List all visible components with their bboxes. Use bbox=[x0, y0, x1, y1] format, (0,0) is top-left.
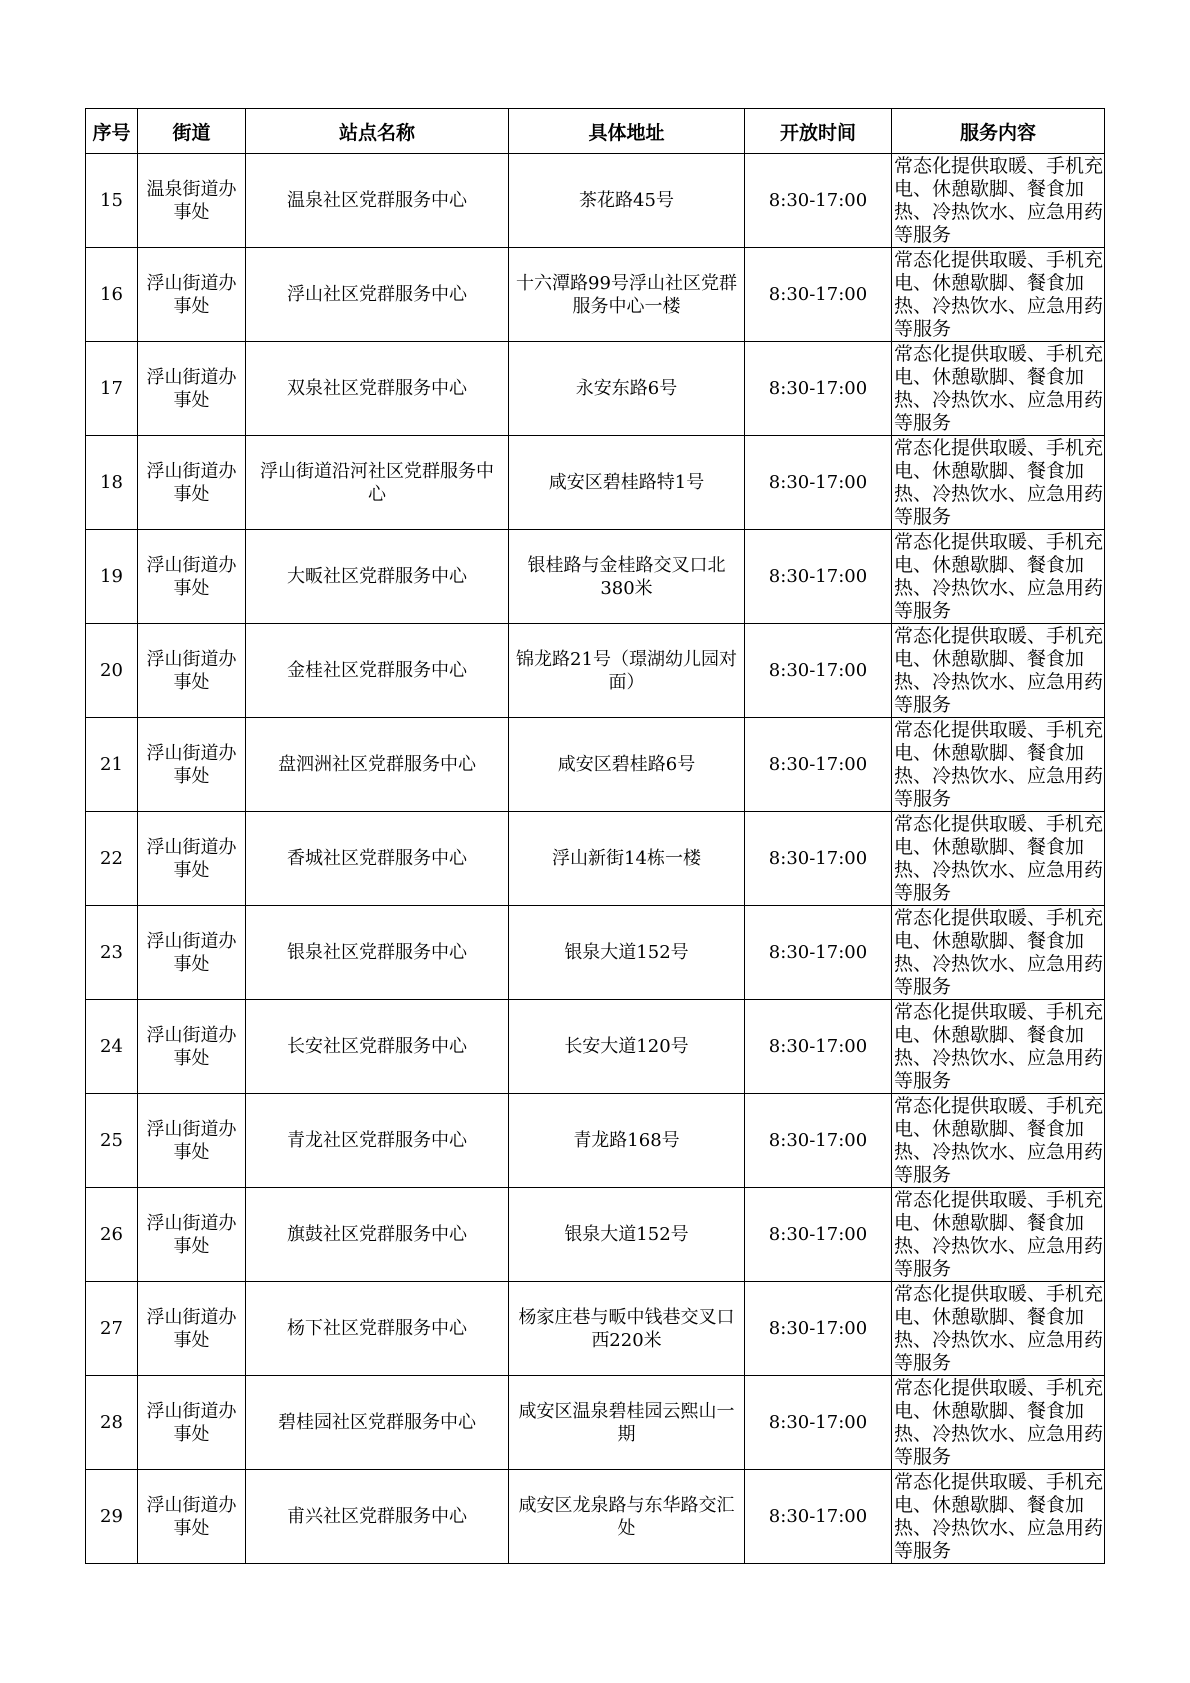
cell-station-name: 盘泗洲社区党群服务中心 bbox=[246, 718, 509, 812]
table-header-row bbox=[86, 109, 1105, 154]
cell-service: 常态化提供取暖、手机充电、休憩歇脚、餐食加热、冷热饮水、应急用药等服务 bbox=[892, 1188, 1105, 1282]
cell-station-name: 双泉社区党群服务中心 bbox=[246, 342, 509, 436]
cell-street: 浮山街道办事处 bbox=[138, 248, 246, 342]
cell-address: 咸安区温泉碧桂园云熙山一期 bbox=[509, 1376, 745, 1470]
cell-hours: 8:30-17:00 bbox=[745, 718, 892, 812]
cell-station-name: 杨下社区党群服务中心 bbox=[246, 1282, 509, 1376]
cell-service: 常态化提供取暖、手机充电、休憩歇脚、餐食加热、冷热饮水、应急用药等服务 bbox=[892, 154, 1105, 248]
cell-service: 常态化提供取暖、手机充电、休憩歇脚、餐食加热、冷热饮水、应急用药等服务 bbox=[892, 1376, 1105, 1470]
cell-address: 锦龙路21号（璟湖幼儿园对面） bbox=[509, 624, 745, 718]
cell-address: 银泉大道152号 bbox=[509, 1188, 745, 1282]
cell-hours: 8:30-17:00 bbox=[745, 1094, 892, 1188]
cell-station-name: 香城社区党群服务中心 bbox=[246, 812, 509, 906]
cell-station-name: 甫兴社区党群服务中心 bbox=[246, 1470, 509, 1564]
cell-street: 浮山街道办事处 bbox=[138, 1376, 246, 1470]
cell-service: 常态化提供取暖、手机充电、休憩歇脚、餐食加热、冷热饮水、应急用药等服务 bbox=[892, 812, 1105, 906]
table-body bbox=[86, 154, 1105, 1564]
cell-hours: 8:30-17:00 bbox=[745, 624, 892, 718]
cell-service: 常态化提供取暖、手机充电、休憩歇脚、餐食加热、冷热饮水、应急用药等服务 bbox=[892, 1000, 1105, 1094]
cell-station-name: 旗鼓社区党群服务中心 bbox=[246, 1188, 509, 1282]
cell-street: 浮山街道办事处 bbox=[138, 718, 246, 812]
cell-address: 银泉大道152号 bbox=[509, 906, 745, 1000]
cell-station-name: 金桂社区党群服务中心 bbox=[246, 624, 509, 718]
cell-station-name: 大畈社区党群服务中心 bbox=[246, 530, 509, 624]
cell-hours: 8:30-17:00 bbox=[745, 1188, 892, 1282]
table-row bbox=[86, 1000, 1105, 1094]
cell-street: 浮山街道办事处 bbox=[138, 530, 246, 624]
cell-hours: 8:30-17:00 bbox=[745, 812, 892, 906]
cell-street: 浮山街道办事处 bbox=[138, 1282, 246, 1376]
cell-street: 浮山街道办事处 bbox=[138, 624, 246, 718]
cell-service: 常态化提供取暖、手机充电、休憩歇脚、餐食加热、冷热饮水、应急用药等服务 bbox=[892, 530, 1105, 624]
cell-no: 21 bbox=[86, 718, 138, 812]
cell-station-name: 青龙社区党群服务中心 bbox=[246, 1094, 509, 1188]
cell-hours: 8:30-17:00 bbox=[745, 436, 892, 530]
cell-no: 23 bbox=[86, 906, 138, 1000]
cell-hours: 8:30-17:00 bbox=[745, 1000, 892, 1094]
header-street: 街道 bbox=[138, 109, 246, 154]
cell-station-name: 银泉社区党群服务中心 bbox=[246, 906, 509, 1000]
cell-no: 19 bbox=[86, 530, 138, 624]
table-row bbox=[86, 718, 1105, 812]
cell-address: 杨家庄巷与畈中钱巷交叉口西220米 bbox=[509, 1282, 745, 1376]
cell-service: 常态化提供取暖、手机充电、休憩歇脚、餐食加热、冷热饮水、应急用药等服务 bbox=[892, 624, 1105, 718]
table-row bbox=[86, 248, 1105, 342]
cell-service: 常态化提供取暖、手机充电、休憩歇脚、餐食加热、冷热饮水、应急用药等服务 bbox=[892, 1470, 1105, 1564]
cell-street: 浮山街道办事处 bbox=[138, 906, 246, 1000]
table-row bbox=[86, 906, 1105, 1000]
table-row bbox=[86, 1376, 1105, 1470]
cell-no: 17 bbox=[86, 342, 138, 436]
cell-no: 25 bbox=[86, 1094, 138, 1188]
cell-address: 咸安区龙泉路与东华路交汇处 bbox=[509, 1470, 745, 1564]
cell-address: 银桂路与金桂路交叉口北380米 bbox=[509, 530, 745, 624]
cell-service: 常态化提供取暖、手机充电、休憩歇脚、餐食加热、冷热饮水、应急用药等服务 bbox=[892, 342, 1105, 436]
cell-street: 温泉街道办事处 bbox=[138, 154, 246, 248]
cell-station-name: 浮山社区党群服务中心 bbox=[246, 248, 509, 342]
cell-street: 浮山街道办事处 bbox=[138, 1000, 246, 1094]
cell-street: 浮山街道办事处 bbox=[138, 342, 246, 436]
table-row bbox=[86, 812, 1105, 906]
cell-service: 常态化提供取暖、手机充电、休憩歇脚、餐食加热、冷热饮水、应急用药等服务 bbox=[892, 1282, 1105, 1376]
cell-service: 常态化提供取暖、手机充电、休憩歇脚、餐食加热、冷热饮水、应急用药等服务 bbox=[892, 906, 1105, 1000]
header-hours: 开放时间 bbox=[745, 109, 892, 154]
cell-no: 15 bbox=[86, 154, 138, 248]
table-row bbox=[86, 436, 1105, 530]
cell-station-name: 碧桂园社区党群服务中心 bbox=[246, 1376, 509, 1470]
cell-no: 28 bbox=[86, 1376, 138, 1470]
cell-address: 青龙路168号 bbox=[509, 1094, 745, 1188]
cell-service: 常态化提供取暖、手机充电、休憩歇脚、餐食加热、冷热饮水、应急用药等服务 bbox=[892, 436, 1105, 530]
cell-hours: 8:30-17:00 bbox=[745, 1470, 892, 1564]
table-row bbox=[86, 1470, 1105, 1564]
header-station-name: 站点名称 bbox=[246, 109, 509, 154]
cell-street: 浮山街道办事处 bbox=[138, 1470, 246, 1564]
table-row bbox=[86, 1188, 1105, 1282]
cell-hours: 8:30-17:00 bbox=[745, 342, 892, 436]
cell-no: 24 bbox=[86, 1000, 138, 1094]
cell-address: 长安大道120号 bbox=[509, 1000, 745, 1094]
cell-hours: 8:30-17:00 bbox=[745, 530, 892, 624]
header-address: 具体地址 bbox=[509, 109, 745, 154]
cell-address: 咸安区碧桂路6号 bbox=[509, 718, 745, 812]
cell-no: 27 bbox=[86, 1282, 138, 1376]
cell-no: 22 bbox=[86, 812, 138, 906]
table-row bbox=[86, 342, 1105, 436]
cell-service: 常态化提供取暖、手机充电、休憩歇脚、餐食加热、冷热饮水、应急用药等服务 bbox=[892, 248, 1105, 342]
table-row bbox=[86, 1282, 1105, 1376]
cell-hours: 8:30-17:00 bbox=[745, 1376, 892, 1470]
cell-no: 20 bbox=[86, 624, 138, 718]
cell-service: 常态化提供取暖、手机充电、休憩歇脚、餐食加热、冷热饮水、应急用药等服务 bbox=[892, 718, 1105, 812]
cell-service: 常态化提供取暖、手机充电、休憩歇脚、餐食加热、冷热饮水、应急用药等服务 bbox=[892, 1094, 1105, 1188]
cell-street: 浮山街道办事处 bbox=[138, 1094, 246, 1188]
cell-no: 29 bbox=[86, 1470, 138, 1564]
table-row bbox=[86, 1094, 1105, 1188]
cell-hours: 8:30-17:00 bbox=[745, 906, 892, 1000]
cell-hours: 8:30-17:00 bbox=[745, 1282, 892, 1376]
cell-address: 永安东路6号 bbox=[509, 342, 745, 436]
cell-hours: 8:30-17:00 bbox=[745, 248, 892, 342]
table-row bbox=[86, 154, 1105, 248]
cell-address: 浮山新街14栋一楼 bbox=[509, 812, 745, 906]
cell-address: 十六潭路99号浮山社区党群服务中心一楼 bbox=[509, 248, 745, 342]
cell-street: 浮山街道办事处 bbox=[138, 1188, 246, 1282]
table-row bbox=[86, 624, 1105, 718]
header-no: 序号 bbox=[86, 109, 138, 154]
header-service: 服务内容 bbox=[892, 109, 1105, 154]
service-station-table bbox=[85, 108, 1105, 1564]
cell-street: 浮山街道办事处 bbox=[138, 436, 246, 530]
cell-street: 浮山街道办事处 bbox=[138, 812, 246, 906]
cell-no: 26 bbox=[86, 1188, 138, 1282]
table-row bbox=[86, 530, 1105, 624]
cell-address: 茶花路45号 bbox=[509, 154, 745, 248]
cell-station-name: 长安社区党群服务中心 bbox=[246, 1000, 509, 1094]
cell-hours: 8:30-17:00 bbox=[745, 154, 892, 248]
cell-station-name: 温泉社区党群服务中心 bbox=[246, 154, 509, 248]
cell-address: 咸安区碧桂路特1号 bbox=[509, 436, 745, 530]
cell-station-name: 浮山街道沿河社区党群服务中心 bbox=[246, 436, 509, 530]
cell-no: 16 bbox=[86, 248, 138, 342]
cell-no: 18 bbox=[86, 436, 138, 530]
